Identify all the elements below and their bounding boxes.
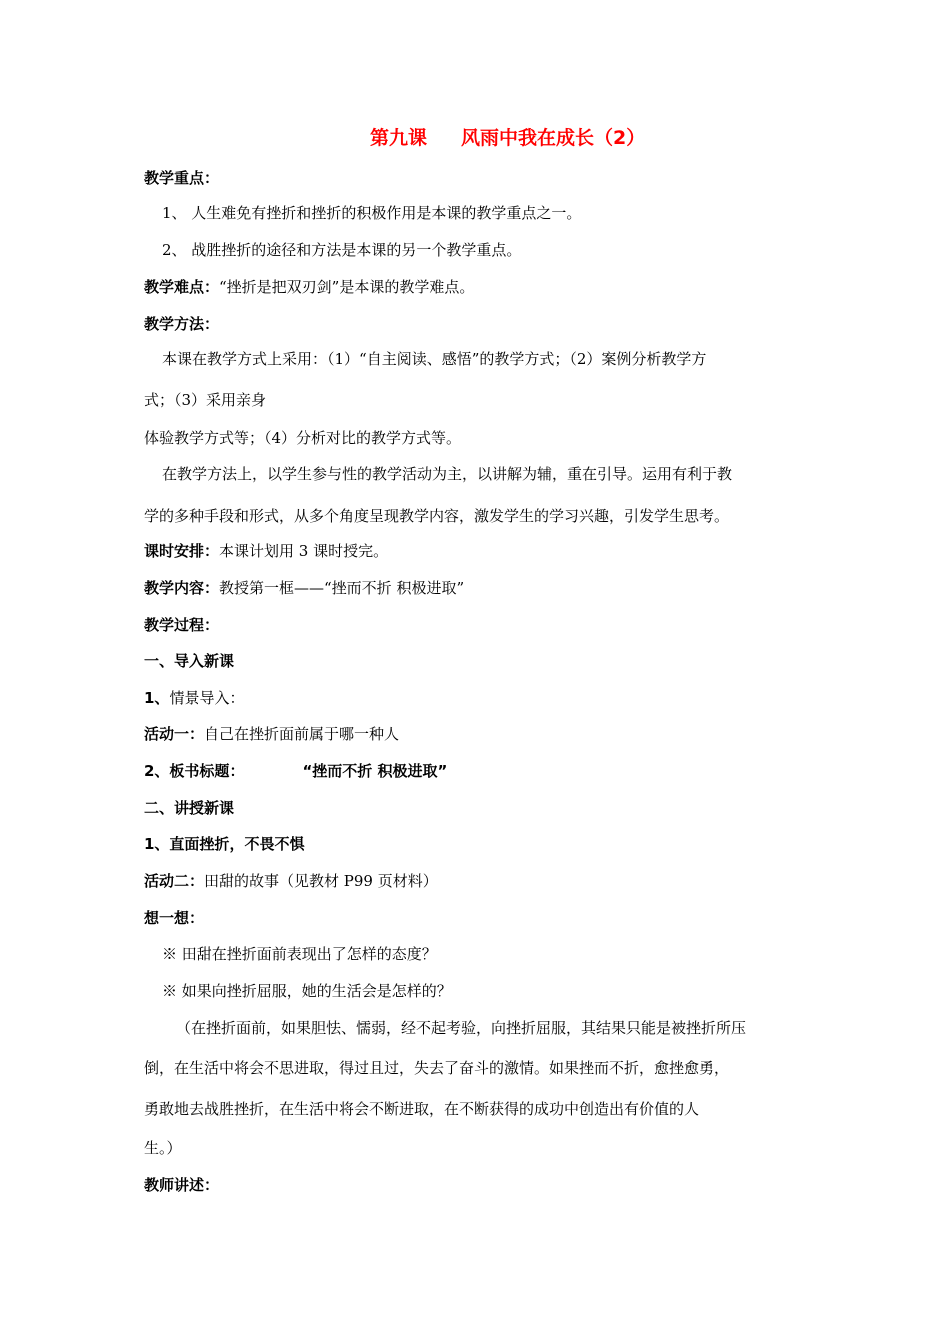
lesson-name: 风雨中我在成长（2） [461,127,646,149]
answer-line-4: 生。） [144,1139,182,1157]
methods-p2-line2: 学的多种手段和形式，从多个角度呈现教学内容，激发学生的学习兴趣，引发学生思考。 [144,507,730,525]
key-point-1: 1、 人生难免有挫折和挫折的积极作用是本课的教学重点之一。 [162,204,582,222]
intro-item-1-text: 情景导入： [169,689,245,707]
content-label: 教学内容： [144,579,220,597]
teacher-narration-label: 教师讲述： [144,1176,220,1194]
schedule-label: 课时安排： [144,542,220,560]
intro-item-1 [144,688,244,708]
board-title-line [144,761,447,781]
section-2-item-1: 1、直面挫折，不畏不惧 [144,835,305,853]
answer-line-1: （在挫折面前，如果胆怯、懦弱，经不起考验，向挫折屈服，其结果只能是被挫折所压 [176,1019,747,1037]
board-title-text: “挫而不折 积极进取” [302,762,448,780]
board-title-label: 2、板书标题： [144,762,245,780]
process-label: 教学过程： [144,616,220,634]
difficulty-label: 教学难点： [144,278,220,296]
section-1-heading: 一、导入新课 [144,652,235,670]
difficulty-text: “挫折是把双刃剑”是本课的教学难点。 [219,278,475,296]
question-1: ※ 田甜在挫折面前表现出了怎样的态度？ [162,945,437,963]
schedule-line [144,541,388,561]
methods-p2-line1: 在教学方法上，以学生参与性的教学活动为主，以讲解为辅，重在引导。运用有利于教 [162,465,733,483]
section-2-heading: 二、讲授新课 [144,799,235,817]
content-text: 教授第一框——“挫而不折 积极进取” [219,579,465,597]
key-points-label: 教学重点： [144,169,220,187]
intro-item-1-number: 1、 [144,689,170,707]
lesson-number: 第九课 [370,127,428,149]
activity-1-text: 自己在挫折面前属于哪一种人 [204,725,400,743]
think-label: 想一想： [144,909,205,927]
activity-1-label: 活动一： [144,725,205,743]
methods-p1-line3: 体验教学方式等；（4）分析对比的教学方式等。 [144,429,462,447]
answer-line-3: 勇敢地去战胜挫折，在生活中将会不断进取，在不断获得的成功中创造出有价值的人 [144,1100,700,1118]
activity-1 [144,724,399,744]
question-2: ※ 如果向挫折屈服，她的生活会是怎样的？ [162,982,452,1000]
activity-2 [144,871,438,891]
methods-p1-line1: 本课在教学方式上采用：（1）“自主阅读、感悟”的教学方式；（2）案例分析教学方 [162,350,707,368]
content-line [144,578,464,598]
answer-line-2: 倒，在生活中将会不思进取，得过且过，失去了奋斗的激情。如果挫而不折，愈挫愈勇， [144,1059,730,1077]
methods-label: 教学方法： [144,315,220,333]
activity-2-label: 活动二： [144,872,205,890]
key-point-2: 2、 战胜挫折的途径和方法是本课的另一个教学重点。 [162,241,522,259]
methods-p1-line2: 式；（3）采用亲身 [144,391,267,409]
lesson-title [370,123,645,150]
schedule-text: 本课计划用 3 课时授完。 [219,542,389,560]
difficulty-line [144,277,474,297]
activity-2-text: 田甜的故事（见教材 P99 页材料） [204,872,438,890]
